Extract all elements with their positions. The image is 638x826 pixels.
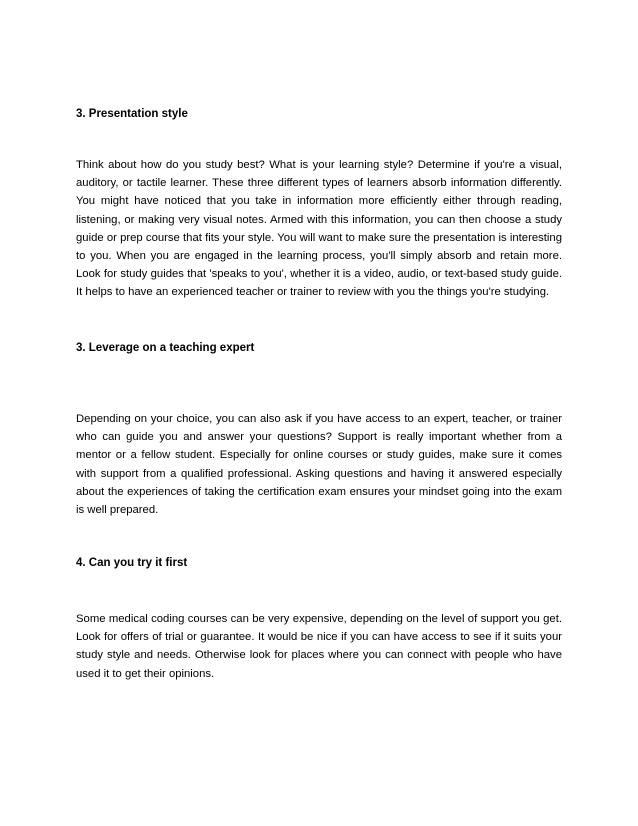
document-page <box>76 0 562 826</box>
section-heading-try-it-first: 4. Can you try it first <box>76 557 188 569</box>
section-body-presentation-style: Think about how do you study best? What is your learning style? Determine if you're a visual, auditory, or tactile learner. These three different types of learners absorb information differently. You might have noticed that you take in information more efficiently either through reading, listening, or making very visual notes. Armed with this information, you can then choose a study guide or prep course that fits your style. You will want to make sure the presentation is interesting to you. When you are engaged in the learning process, you'll simply absorb and retain more. Look for study guides that 'speaks to you', whether it is a video, audio, or text-based study guide. It helps to have an experienced teacher or trainer to review with you the things you're studying. <box>76 159 562 299</box>
section-body-try-it-first: Some medical coding courses can be very expensive, depending on the level of support you get. Look for offers of trial or guarantee. It would be nice if you can have access to see if it suits your study style and needs. Otherwise look for places where you can connect with people who have used it to get their opinions. <box>76 613 562 680</box>
section-heading-presentation-style: 3. Presentation style <box>76 108 188 120</box>
section-heading-teaching-expert: 3. Leverage on a teaching expert <box>76 342 255 354</box>
section-body-teaching-expert: Depending on your choice, you can also ask if you have access to an expert, teacher, or trainer who can guide you and answer your questions? Support is really important whether from a mentor or a fellow student. Especially for online courses or study guides, make sure it comes with support from a qualified professional. Asking questions and having it answered especially about the experiences of taking the certification exam ensures your mindset going into the exam is well prepared. <box>76 413 562 517</box>
